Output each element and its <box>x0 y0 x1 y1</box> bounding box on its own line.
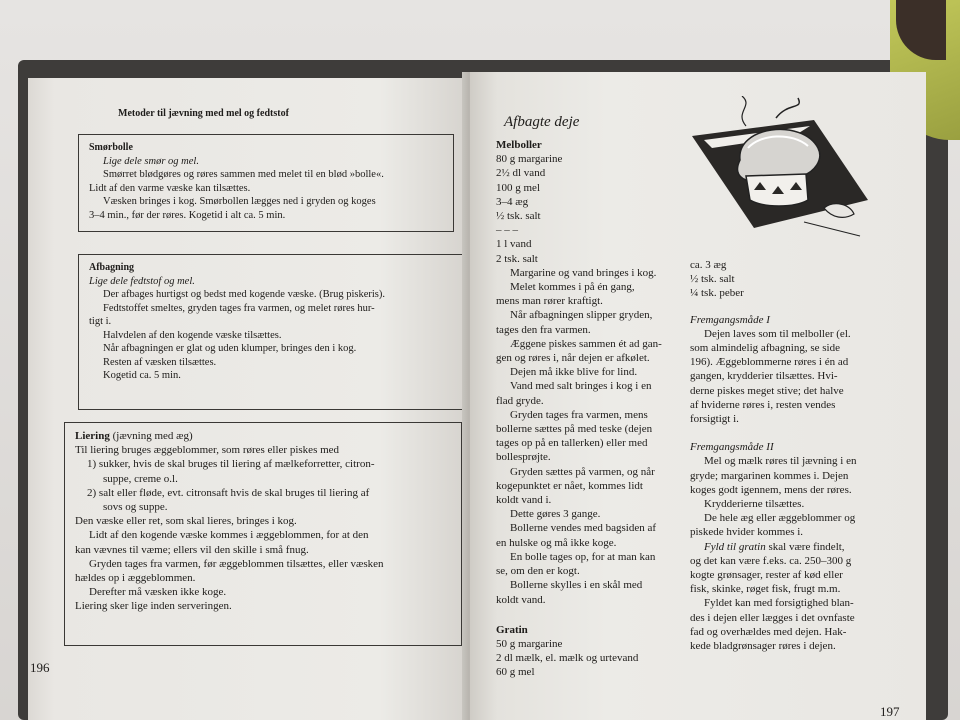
box-line: Kogetid ca. 5 min. <box>103 370 181 381</box>
page-number-right: 197 <box>880 704 900 719</box>
text-line: derne piskes meget stive; det halve <box>690 384 844 397</box>
text-line: Dejen må ikke blive for lind. <box>510 366 638 379</box>
box-line: Derefter må væsken ikke koge. <box>89 586 227 599</box>
box-line: suppe, creme o.l. <box>103 472 178 485</box>
box-line: sovs og suppe. <box>103 501 168 514</box>
box-line: Lige dele smør og mel. <box>103 155 199 167</box>
text-line: Æggene piskes sammen ét ad gan- <box>510 337 662 350</box>
box-line: Lidt af den kogende væske kommes i æggeblommen, for at den <box>89 529 369 542</box>
text-line: Margarine og vand bringes i kog. <box>510 266 657 279</box>
box-line: Til liering bruges æggeblommer, som røres eller piskes med <box>75 444 340 457</box>
text-line: Mel og mælk røres til jævning i en <box>704 455 857 468</box>
page-header: Metoder til jævning med mel og fedtstof <box>118 108 289 119</box>
text-line: tages op på en tallerken) eller med <box>496 437 648 450</box>
left-page <box>28 78 468 720</box>
text-line: se, om den er kogt. <box>496 565 580 578</box>
text-line: Gryden tages fra varmen, mens <box>510 408 648 421</box>
text-line: fisk, skinke, røget fisk, frugt m.m. <box>690 583 841 596</box>
text-line: En bolle tages op, for at man kan <box>510 550 656 563</box>
recipe-heading: Gratin <box>496 623 528 636</box>
box-line: kan vævnes til væme; ellers vil den skille i små fnug. <box>75 543 309 556</box>
text-line: Bollerne skylles i en skål med <box>510 579 643 592</box>
text-line: Dette gøres 3 gange. <box>510 508 601 521</box>
box-afbagning <box>78 254 464 410</box>
text-line: og det kan være f.eks. ca. 250–300 g <box>690 554 852 567</box>
column-left <box>496 138 686 680</box>
page-number-left: 196 <box>30 660 50 675</box>
text-line: flad gryde. <box>496 394 544 407</box>
box-title-suffix: (jævning med æg) <box>112 430 193 442</box>
text-line: Når afbagningen slipper gryden, <box>510 309 653 322</box>
ingredient: 2½ dl vand <box>496 167 546 180</box>
text-line: som almindelig afbagning, se side <box>690 342 840 355</box>
fyld-lead: Fyld til gratin <box>704 540 766 553</box>
text-line: koges godt igennem, mens der røres. <box>690 483 852 496</box>
text-line: koldt vand. <box>496 593 546 606</box>
text-line: piskede hvider kommes i. <box>690 526 804 539</box>
box-line: Resten af væsken tilsættes. <box>103 356 217 368</box>
method-title: Fremgangsmåde I <box>690 313 770 326</box>
box-line: Når afbagningen er glat og uden klumper, bringes den i kog. <box>103 343 357 354</box>
column-right <box>690 258 890 653</box>
box-line: 1) sukker, hvis de skal bruges til liering af mælkeforretter, citron- <box>87 458 375 471</box>
ingredient: – – – <box>496 224 518 237</box>
text-line: koldt vand i. <box>496 494 552 507</box>
text-line: bollerne sættes på med teske (dejen <box>496 423 653 436</box>
text-line: mens man rører kraftigt. <box>496 295 603 308</box>
box-line: Gryden tages fra varmen, før æggeblommen tilsættes, eller væsken <box>89 557 384 570</box>
ingredient: ½ tsk. salt <box>496 210 541 223</box>
text-line: des i dejen eller lægges i det ovnfaste <box>690 611 855 624</box>
text-line: Gryden sættes på varmen, og når <box>510 465 655 478</box>
box-line: Fedtstoffet smeltes, gryden tages fra varmen, og melet røres hur- <box>103 302 375 314</box>
box-line: 2) salt eller fløde, evt. citronsaft hvis de skal bruges til liering af <box>87 486 370 499</box>
recipe-heading: Melboller <box>496 139 542 151</box>
box-line: Smørret blødgøres og røres sammen med melet til en blød »bolle«. <box>103 169 384 180</box>
box-line: tigt i. <box>89 316 112 327</box>
text-line: Vand med salt bringes i kog i en <box>510 380 652 393</box>
text-line: De hele æg eller æggeblommer og <box>704 512 856 525</box>
ingredient: 100 g mel <box>496 181 540 194</box>
text-line: skal være findelt, <box>768 540 845 553</box>
box-line: Liering sker lige inden serveringen. <box>75 600 232 613</box>
text-line: gangen, krydderier tilsættes. Hvi- <box>690 370 838 383</box>
right-page <box>470 72 926 720</box>
text-line: 196). Æggeblommerne røres i én ad <box>690 356 849 369</box>
box-title: Smørbolle <box>89 142 133 153</box>
box-line: Den væske eller ret, som skal lieres, bringes i kog. <box>75 515 297 528</box>
text-line: gen og røres i, når dejen er afkølet. <box>496 352 650 365</box>
box-line: 3–4 min., før der røres. Kogetid i alt ca. 5 min. <box>89 209 286 221</box>
text-line: Fyldet kan med forsigtighed blan- <box>704 597 854 610</box>
text-line: en hulske og må ikke koge. <box>496 536 617 549</box>
box-line: hældes op i æggeblommen. <box>75 572 196 585</box>
text-line: bollesprøjte. <box>496 451 551 464</box>
ingredient: 50 g margarine <box>496 637 563 650</box>
ingredient: ca. 3 æg <box>690 259 727 271</box>
ingredient: 2 dl mælk, el. mælk og urtevand <box>496 652 639 665</box>
text-line: Melet kommes i på én gang, <box>510 281 635 294</box>
method-title: Fremgangsmåde II <box>690 441 774 454</box>
box-line: Væsken bringes i kog. Smørbollen lægges ned i gryden og koges <box>103 196 376 207</box>
pot-illustration-icon <box>684 96 884 246</box>
ingredient: 3–4 æg <box>496 195 529 208</box>
box-title: Afbagning <box>89 262 135 273</box>
box-line: Der afbages hurtigst og bedst med kogende væske. (Brug piskeris). <box>103 289 385 300</box>
text-line: Bollerne vendes med bagsiden af <box>510 522 657 535</box>
text-line: gryde; margarinen kommes i. Dejen <box>690 469 849 482</box>
text-line: forsigtigt i. <box>690 413 739 426</box>
text-line: fad og overhældes med dejen. Hak- <box>690 625 847 638</box>
text-line: kogte grønsager, rester af kød eller <box>690 569 843 582</box>
box-title: Liering <box>75 430 110 442</box>
text-line: kede bladgrønsager røres i dejen. <box>690 640 836 653</box>
box-liering <box>64 422 462 646</box>
ingredient: 2 tsk. salt <box>496 252 538 265</box>
ingredient: 80 g margarine <box>496 153 563 166</box>
box-line: Lige dele fedtstof og mel. <box>89 275 195 287</box>
text-line: af hviderne røres i, resten vendes <box>690 398 836 411</box>
ingredient: 1 l vand <box>496 238 532 251</box>
text-line: Dejen laves som til melboller (el. <box>704 327 851 340</box>
ingredient: ¼ tsk. peber <box>690 287 744 300</box>
section-title: Afbagte deje <box>504 114 580 130</box>
box-line: Halvdelen af den kogende væske tilsættes. <box>103 329 282 341</box>
ingredient: ½ tsk. salt <box>690 273 735 286</box>
box-line: Lidt af den varme væske kan tilsættes. <box>89 182 251 194</box>
box-smorbolle <box>78 134 454 232</box>
text-line: tages den fra varmen. <box>496 323 591 336</box>
ingredient: 60 g mel <box>496 666 535 679</box>
text-line: kogepunktet er nået, kommes lidt <box>496 479 643 492</box>
text-line: Krydderierne tilsættes. <box>704 498 805 511</box>
